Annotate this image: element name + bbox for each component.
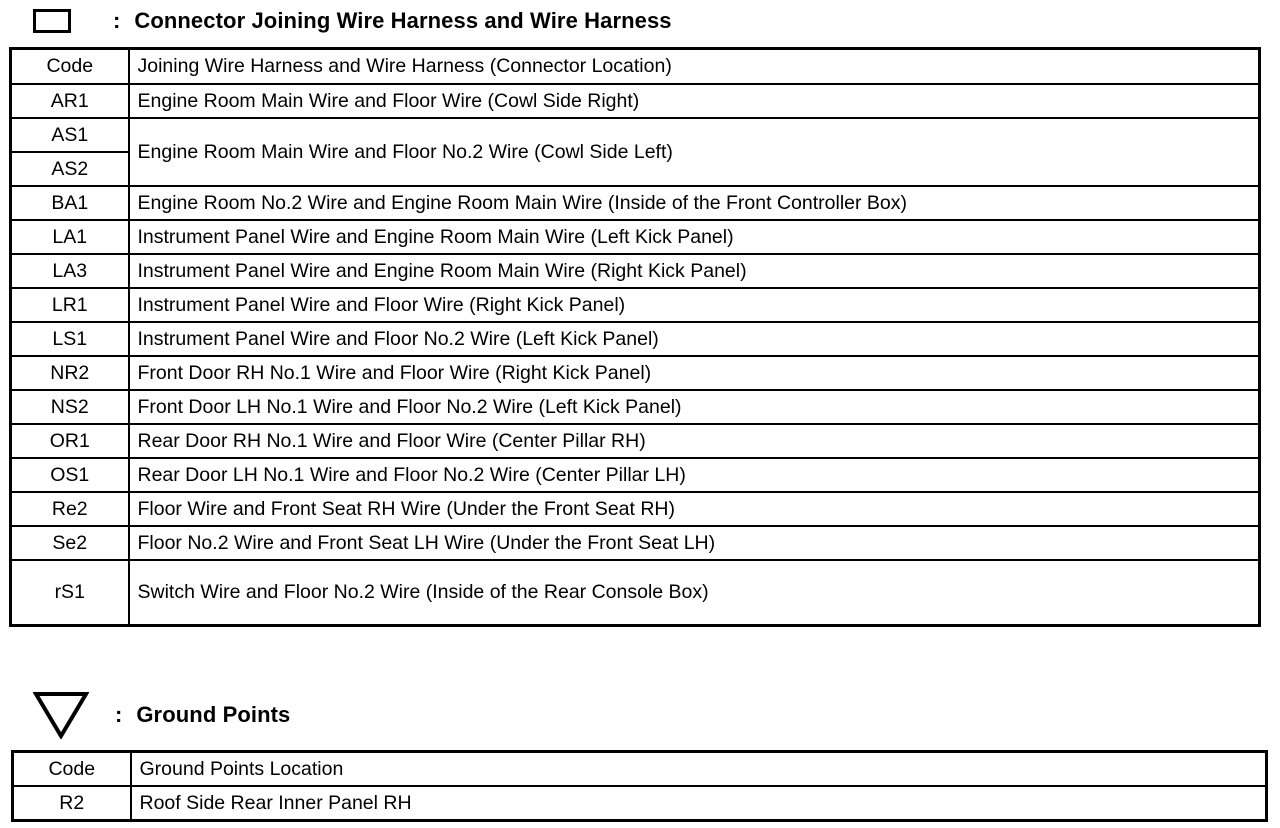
ground-points-table (11, 750, 1268, 822)
table-row (11, 356, 1260, 390)
connector-location: Front Door RH No.1 Wire and Floor Wire (Right Kick Panel) (129, 356, 1260, 390)
connector-code: rS1 (11, 560, 129, 626)
ground-code: R2 (13, 786, 131, 821)
table-header-row (13, 752, 1267, 787)
connector-code: LA1 (11, 220, 129, 254)
triangle-symbol-icon (33, 691, 89, 739)
ground-location: Roof Side Rear Inner Panel RH (131, 786, 1267, 821)
ground-section-title: Ground Points (136, 702, 291, 727)
location-column-header: Ground Points Location (131, 752, 1267, 787)
table-row (13, 786, 1267, 821)
location-column-header: Joining Wire Harness and Wire Harness (Connector Location) (129, 49, 1260, 85)
connector-location: Rear Door RH No.1 Wire and Floor Wire (Center Pillar RH) (129, 424, 1260, 458)
connector-code: NR2 (11, 356, 129, 390)
table-row (11, 254, 1260, 288)
table-row (11, 118, 1260, 152)
table-row (11, 390, 1260, 424)
table-row (11, 220, 1260, 254)
connector-code: LA3 (11, 254, 129, 288)
table-row (11, 186, 1260, 220)
table-row (11, 492, 1260, 526)
ground-section-header (33, 690, 290, 740)
connector-section-title: Connector Joining Wire Harness and Wire Harness (134, 8, 672, 33)
header-colon: : (113, 8, 121, 33)
table-header-row (11, 49, 1260, 85)
connector-code: AS1 (11, 118, 129, 152)
connector-code: LS1 (11, 322, 129, 356)
connector-code: LR1 (11, 288, 129, 322)
connector-location: Instrument Panel Wire and Engine Room Main Wire (Left Kick Panel) (129, 220, 1260, 254)
connector-location: Rear Door LH No.1 Wire and Floor No.2 Wire (Center Pillar LH) (129, 458, 1260, 492)
table-row (11, 84, 1260, 118)
connector-section-header (33, 3, 672, 39)
header-colon: : (115, 702, 123, 727)
connector-code: NS2 (11, 390, 129, 424)
table-row (11, 526, 1260, 560)
table-row (11, 424, 1260, 458)
connector-location: Instrument Panel Wire and Floor No.2 Wire (Left Kick Panel) (129, 322, 1260, 356)
connector-location: Switch Wire and Floor No.2 Wire (Inside of the Rear Console Box) (129, 560, 1260, 626)
connector-location: Engine Room Main Wire and Floor Wire (Cowl Side Right) (129, 84, 1260, 118)
connector-code: OR1 (11, 424, 129, 458)
connector-code: BA1 (11, 186, 129, 220)
table-row (11, 322, 1260, 356)
connector-location: Floor Wire and Front Seat RH Wire (Under the Front Seat RH) (129, 492, 1260, 526)
connector-location: Front Door LH No.1 Wire and Floor No.2 Wire (Left Kick Panel) (129, 390, 1260, 424)
connector-code: AS2 (11, 152, 129, 186)
connector-table (9, 47, 1261, 627)
connector-location: Instrument Panel Wire and Floor Wire (Right Kick Panel) (129, 288, 1260, 322)
connector-code: OS1 (11, 458, 129, 492)
connector-location: Engine Room No.2 Wire and Engine Room Main Wire (Inside of the Front Controller Box) (129, 186, 1260, 220)
code-column-header: Code (13, 752, 131, 787)
square-symbol-icon (33, 9, 71, 33)
connector-code: Se2 (11, 526, 129, 560)
connector-location: Engine Room Main Wire and Floor No.2 Wire (Cowl Side Left) (129, 118, 1260, 186)
code-column-header: Code (11, 49, 129, 85)
table-row (11, 458, 1260, 492)
table-row (11, 288, 1260, 322)
table-row (11, 560, 1260, 626)
connector-location: Instrument Panel Wire and Engine Room Main Wire (Right Kick Panel) (129, 254, 1260, 288)
connector-code: AR1 (11, 84, 129, 118)
connector-code: Re2 (11, 492, 129, 526)
connector-location: Floor No.2 Wire and Front Seat LH Wire (Under the Front Seat LH) (129, 526, 1260, 560)
